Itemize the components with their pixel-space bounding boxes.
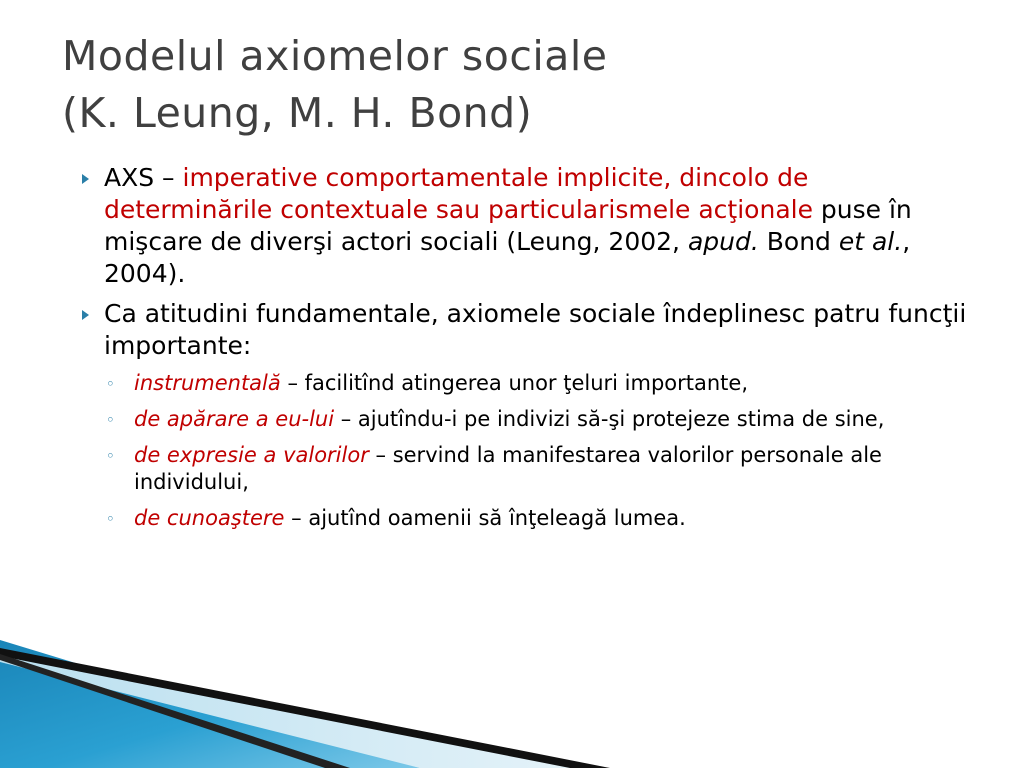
title-line-1: Modelul axiomelor sociale (62, 32, 608, 80)
function-item-ego-defense (78, 406, 978, 433)
bullet-1-year: , 2004). (104, 227, 911, 288)
ring-bullet-icon: ◦ (106, 447, 115, 465)
ring-bullet-icon: ◦ (106, 375, 115, 393)
function-term: de expresie a valorilor (134, 443, 369, 467)
function-item-value-expression (78, 442, 978, 496)
bullet-1-apud: apud. (687, 227, 759, 256)
function-desc: – ajutînd oamenii să înţeleagă lumea. (284, 506, 686, 530)
function-desc: – ajutîndu-i pe indivizi să-şi protejeze stima de sine, (334, 407, 885, 431)
ring-bullet-icon: ◦ (106, 510, 115, 528)
triangle-right-icon (82, 310, 89, 320)
corner-decoration (0, 640, 1024, 768)
bullet-functions-intro (78, 298, 978, 362)
bullet-1-et-al: et al. (838, 227, 903, 256)
slide-content (78, 162, 978, 541)
title-line-2: (K. Leung, M. H. Bond) (62, 89, 533, 137)
bullet-1-emphasis: imperative comportamentale implicite, dincolo de determinările contextuale sau particularismele acţionale (104, 163, 813, 224)
function-term: de apărare a eu-lui (134, 407, 335, 431)
triangle-right-icon (82, 174, 89, 184)
ring-bullet-icon: ◦ (106, 411, 115, 429)
bullet-1-author: Bond (758, 227, 839, 256)
function-item-instrumental (78, 370, 978, 397)
function-term: de cunoaştere (134, 506, 285, 530)
bullet-axs-definition (78, 162, 978, 290)
functions-list (78, 370, 978, 532)
function-desc: – facilitînd atingerea unor ţeluri importante, (280, 371, 749, 395)
bullet-1-text: puse în mişcare de diverşi actori sociali (Leung, 2002, (104, 195, 912, 256)
bullet-2-text: Ca atitudini fundamentale, axiomele sociale îndeplinesc patru funcţii importante: (104, 299, 967, 360)
function-item-knowledge (78, 505, 978, 532)
function-term: instrumentală (134, 371, 281, 395)
bullet-1-lead: AXS – (104, 163, 183, 192)
function-desc: – servind la manifestarea valorilor personale ale individului, (134, 443, 882, 494)
slide-title (62, 28, 608, 142)
